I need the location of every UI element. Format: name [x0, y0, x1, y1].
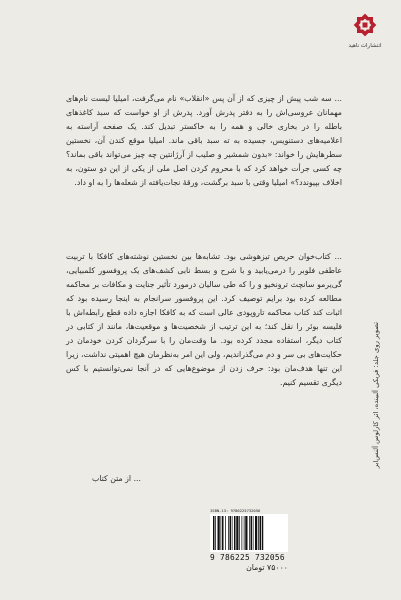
cover-image-credit: تصویر روی جلد: فریکی آلبینده، اثر کارلوس آلنس‌ابر [372, 322, 380, 469]
barcode-block [210, 508, 288, 572]
isbn-label: ISBN-13: 9786225732056 [210, 508, 261, 513]
excerpt-paragraph-1: ... سه شب پیش از چیزی که از آن پس «انقلاب» نام می‌گرفت، امیلیا لیست نام‌های مهمانان عروسی‌اش را به دفتر پدرش آورد. پدرش از او خواست که سبد کاغذهای باطله را در بخاری خالی و همه را به خاکستر تبدیل کند. یک صفحه آراسته به اعلامیه‌های دستنویس، جسیده به ته سبد باقی ماند. امیلیا موقع کندن آن، نخستین سطرهایش را خواند: «بدون شمشیر و صلیب از آرژانتین چه چیز می‌تواند باقی بماند؟ چه کسی جرأت خواهد کرد که با محروم کردن اصل ملی از یکی از این دو ستون، به اخلاف بپیوندد؟» امیلیا وقتی با سبد برگشت، ورقهٔ نجات‌یافته از شعله‌ها را به او داد. [66, 94, 342, 187]
price: ۷۵۰۰۰ تومان [246, 563, 288, 572]
publisher-logo [343, 8, 387, 50]
barcode-icon [210, 514, 288, 552]
publisher-name: انتشارات ناهید [348, 43, 382, 49]
star-emblem-icon [348, 8, 382, 42]
source-note: ... از متن کتاب [91, 474, 141, 483]
isbn-digits: 9 786225 732056 [210, 553, 285, 562]
excerpt-paragraph-2: ... کتاب‌خوان حریص تیزهوشی بود. تشابه‌ها بین نخستین نوشته‌های کافکا با تربیت عاطفی فلوبر را درمی‌یابید و با شرح و بسط نابی کشف‌های یک پروفسور کلمبیایی، گی‌یرمو سانچث ترونخیو و را که طی سالیان درمورد تأثیر جنایت و مکافات بر محاکمه مطالعه کرده بود برایم توصیف کرد. این پروفسور سرانجام به اینجا رسیده بود که اثبات کند کتاب محاکمه تاروپودی عالی است که به کافکا اجازه داده قطع رابطه‌اش با فلیسه بوئر را نقل کند؛ به این ترتیب از شخصیت‌ها و موقعیت‌ها، مانند از کتابی در کتاب دیگر، استفاده مجدد کرده بود. ما وقت‌مان را با سرگردان کردن خودمان در حکایت‌های بی سر و دم می‌گذراندیم، ولی این امر به‌نظرمان هیچ اهمیتی نداشت، زیرا این تنها هدف‌مان بود: حرف زدن از موضوع‌هایی که در آنجا نمی‌توانستیم با کس دیگری تقسیم کنیم. [66, 252, 342, 387]
